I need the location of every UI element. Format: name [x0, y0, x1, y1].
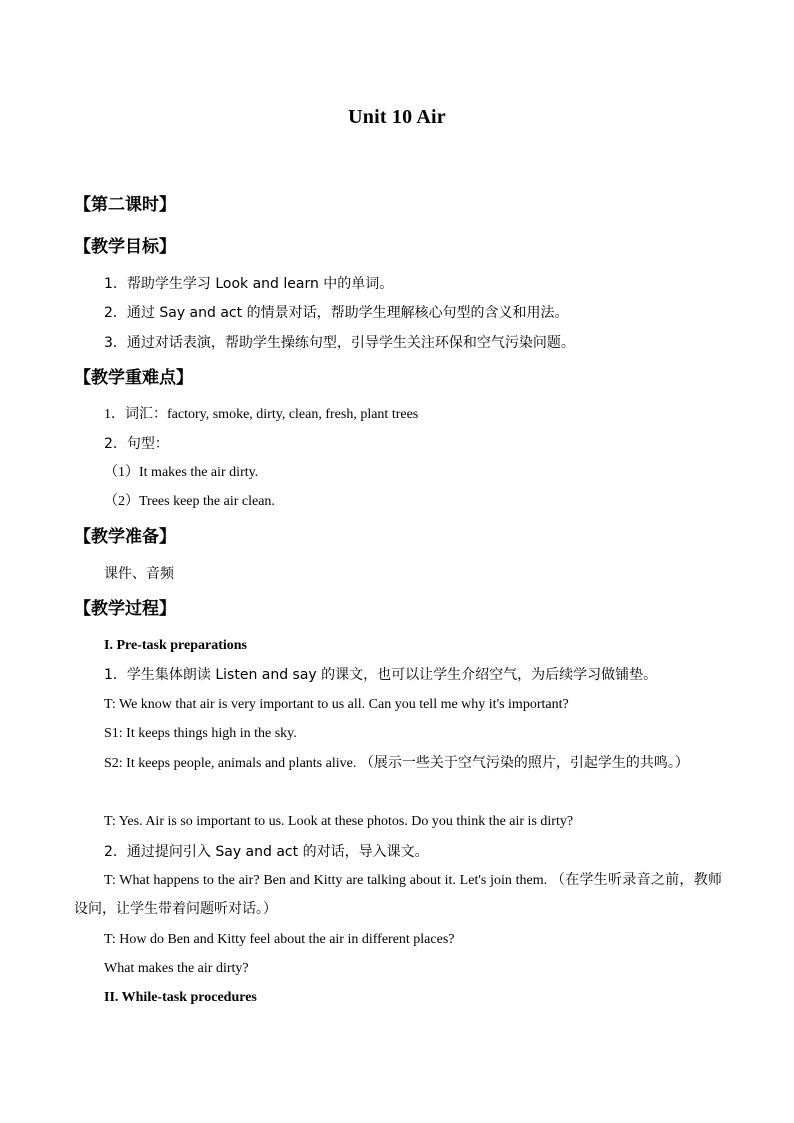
heading-key-points: 【教学重难点】 [74, 368, 193, 388]
process-step-2: 2．通过提问引入 Say and act 的对话，导入课文。 [104, 844, 429, 860]
preparation-text: 课件、音频 [104, 566, 174, 582]
dialogue-teacher-2: T: Yes. Air is so important to us. Look at these photos. Do you think the air is dirty? [104, 814, 574, 829]
objective-item-1: 1．帮助学生学习 Look and learn 中的单词。 [104, 276, 394, 292]
heading-process: 【教学过程】 [74, 599, 176, 619]
dialogue-student-2: S2: It keeps people, animals and plants alive. （展示一些关于空气污染的照片，引起学生的共鸣。） [104, 756, 689, 771]
heading-objectives: 【教学目标】 [74, 237, 176, 257]
dialogue-teacher-4: T: How do Ben and Kitty feel about the air in different places? [104, 932, 455, 947]
part2-title: II. While-task procedures [104, 990, 257, 1005]
key-point-vocab: 1．词汇：factory, smoke, dirty, clean, fresh, plant trees [104, 407, 419, 422]
dialogue-question-2: What makes the air dirty? [104, 961, 249, 976]
dialogue-teacher-3: T: What happens to the air? Ben and Kitty are talking about it. Let's join them. （在学生听录音之前，教师设问，让学生带着问题听对话。） [74, 873, 722, 917]
document-title: Unit 10 Air [348, 106, 446, 128]
key-point-pattern-2: （2）Trees keep the air clean. [104, 494, 275, 509]
objective-item-2: 2．通过 Say and act 的情景对话，帮助学生理解核心句型的含义和用法。 [104, 305, 569, 321]
dialogue-student-1: S1: It keeps things high in the sky. [104, 726, 297, 741]
dialogue-teacher-1: T: We know that air is very important to us all. Can you tell me why it's important? [104, 697, 569, 712]
heading-lesson: 【第二课时】 [74, 195, 176, 215]
key-point-pattern-1: （1）It makes the air dirty. [104, 465, 259, 480]
process-step-1: 1．学生集体朗读 Listen and say 的课文，也可以让学生介绍空气，为后续学习做铺垫。 [104, 667, 658, 683]
part1-title: I. Pre-task preparations [104, 638, 247, 653]
key-point-patterns-label: 2．句型： [104, 436, 169, 452]
objective-item-3: 3．通过对话表演，帮助学生操练句型，引导学生关注环保和空气污染问题。 [104, 335, 575, 351]
heading-preparation: 【教学准备】 [74, 527, 176, 547]
